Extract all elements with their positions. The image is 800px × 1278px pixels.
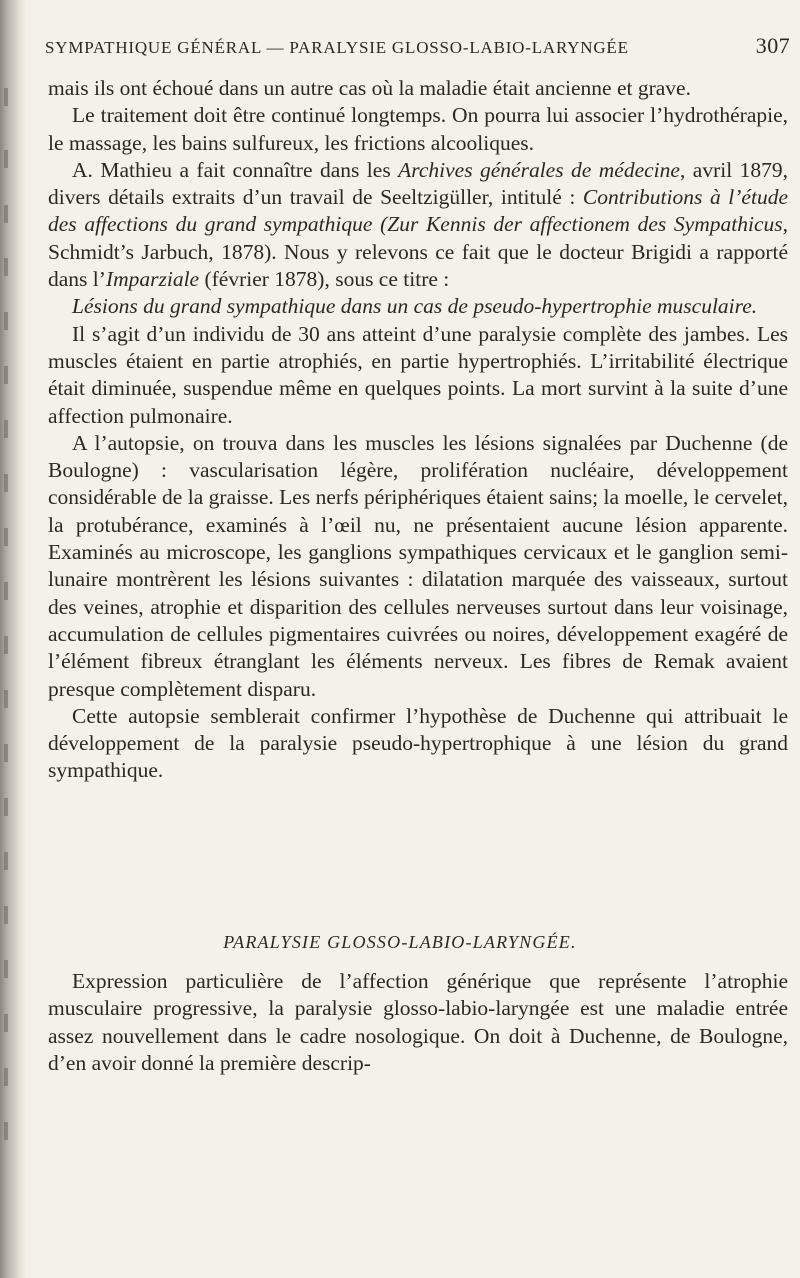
text-fragment: , avril 1879, divers détails extraits d’un travail de Seeltzigüller, intitulé : <box>48 157 788 210</box>
paragraph-autopsy: A l’autopsie, on trouva dans les muscles les lésions signalées par Duchenne (de Boulogne) : vascularisation légère, prolifération nucléaire, développement considérable de la graisse. Les nerfs périphériques étaient sains; la moelle, le cervelet, la protubérance, examinés à l’œil nu, ne présentaient aucune lésion apparente. Examinés au microscope, les ganglions sympathiques cervicaux et le ganglion semi-lunaire montrèrent les lésions suivantes : dilatation marquée des vaisseaux, surtout des veines, atrophie et disparition des cellules nerveuses surtout dans leur voisinage, accumulation de cellules pigmentaires cuivrées ou noires, développement exagéré de l’élément fibreux étranglant les éléments nerveux. Les fibres de Remak avaient presque complètement disparu. <box>48 430 788 701</box>
work-title: Contributions à l’étude des affections du grand sympathique (Zur Kennis der affectionem des Sympathicus <box>48 185 788 237</box>
section-heading: PARALYSIE GLOSSO-LABIO-LARYNGÉE. <box>223 932 577 952</box>
page-header <box>45 33 790 68</box>
page-number: 307 <box>755 33 790 58</box>
running-title: SYMPATHIQUE GÉNÉRAL — PARALYSIE GLOSSO-LABIO-LARYNGÉE <box>45 38 629 57</box>
paragraph-case: Il s’agit d’un individu de 30 ans atteint d’une paralysie complète des jambes. Les muscles étaient en partie atrophiés, en partie hypertrophiés. L’irritabilité électrique était diminuée, suspendue même en quelques points. La mort survint à la suite d’une affection pulmonaire. <box>48 321 788 428</box>
text-fragment: (février 1878), sous ce titre : <box>199 267 450 292</box>
paragraph-case-title <box>48 293 788 320</box>
case-title: Lésions du grand sympathique dans un cas de pseudo-hypertrophie musculaire. <box>72 294 758 319</box>
journal-title: Archives générales de médecine <box>398 157 680 182</box>
paragraph-conclusion: Cette autopsie semblerait confirmer l’hypothèse de Duchenne qui attribuait le développement de la paralysie pseudo-hypertrophique à une lésion du grand sympathique. <box>48 703 788 783</box>
journal-title: Imparziale <box>105 267 200 292</box>
main-text <box>48 75 788 785</box>
section-text <box>48 968 788 1077</box>
paragraph-treatment: Le traitement doit être continué longtemps. On pourra lui associer l’hydrothérapie, le massage, les bains sulfureux, les frictions alcooliques. <box>48 103 788 155</box>
paragraph-continuation: mais ils ont échoué dans un autre cas où la maladie était ancienne et grave. <box>48 76 691 100</box>
text-fragment: A. Mathieu a fait connaître dans les <box>72 157 399 182</box>
section-paragraph: Expression particulière de l’affection générique que représente l’atrophie musculaire progressive, la paralysie glosso-labio-laryngée est une maladie entrée assez nouvellement dans le cadre nosologique. On doit à Duchenne, de Boulogne, d’en avoir donné la première descrip- <box>48 969 788 1075</box>
paragraph-mathieu <box>48 157 788 293</box>
binding-marks <box>4 0 18 1278</box>
text-fragment: , Schmidt’s Jarbuch, 1878). Nous y relevons ce fait que le docteur Brigidi a rapporté dans l’ <box>48 212 788 292</box>
